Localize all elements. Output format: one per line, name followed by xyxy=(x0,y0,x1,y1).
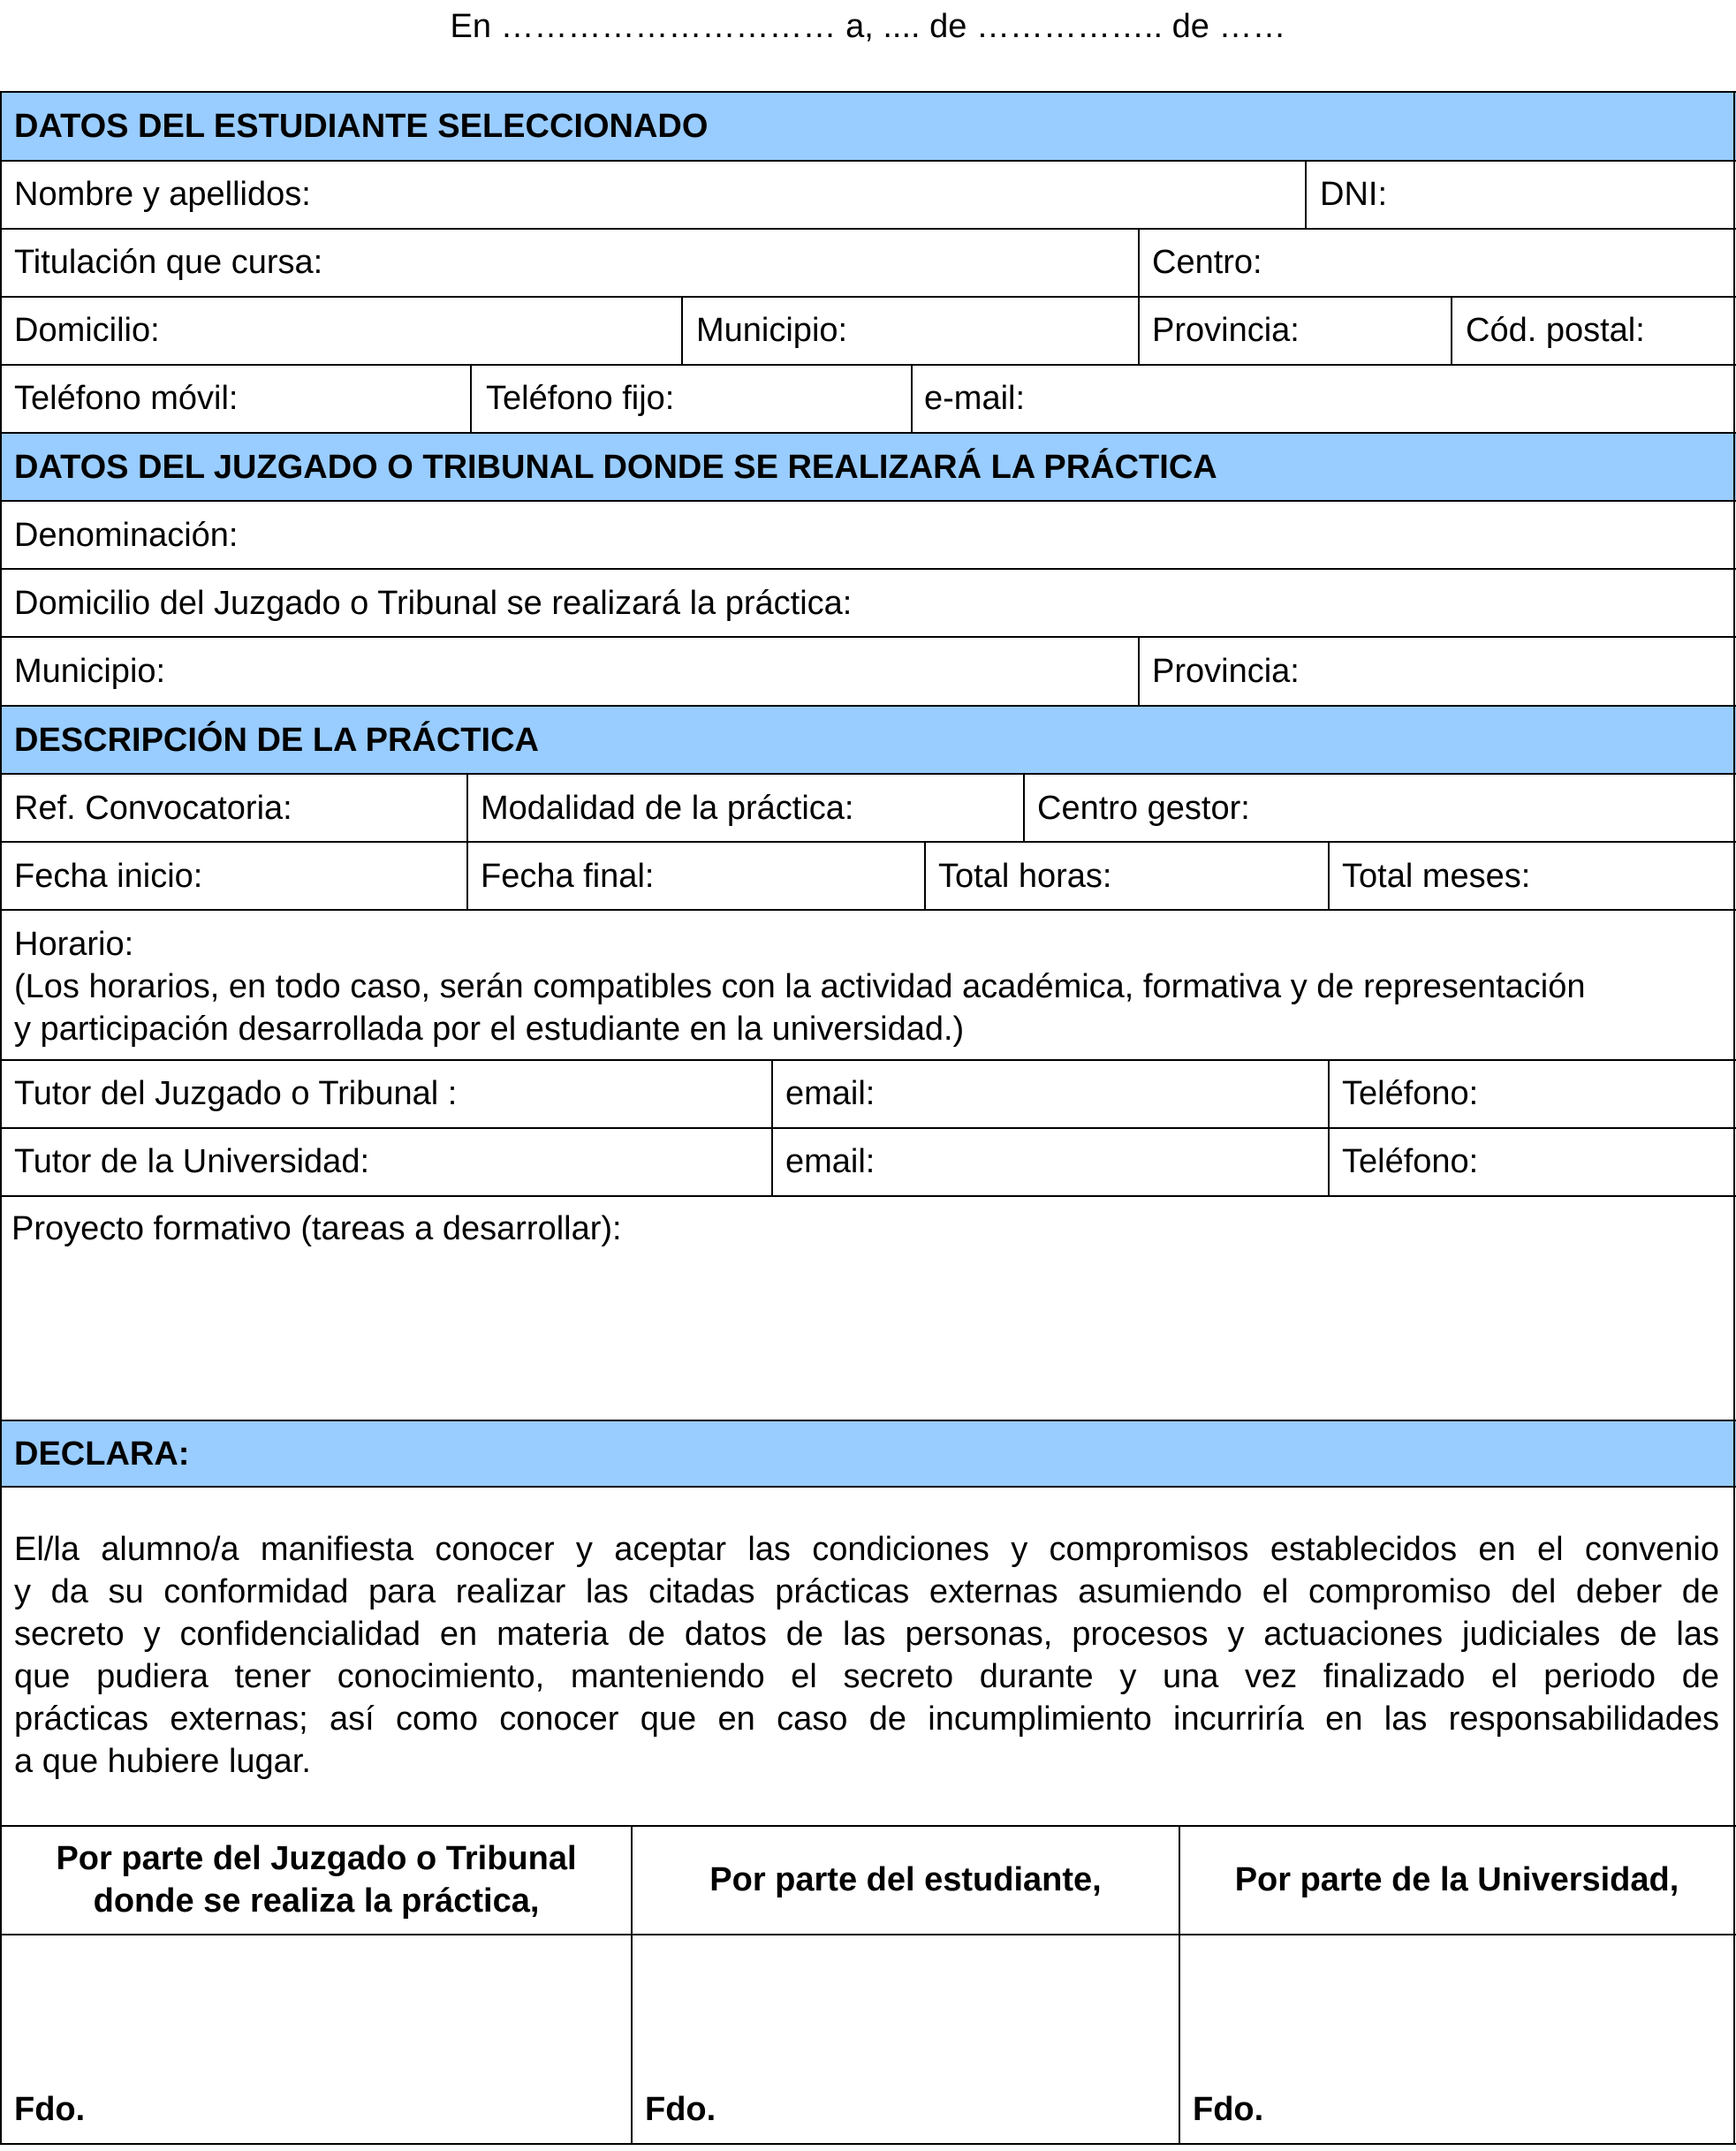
table-border-top xyxy=(0,91,1736,93)
section-header-declara-bg xyxy=(0,1420,1736,1488)
field-uni-tutor-phone-label: Teléfono: xyxy=(1342,1143,1479,1180)
cell-divider xyxy=(1023,773,1025,842)
row-divider xyxy=(0,228,1736,230)
field-ref-label: Ref. Convocatoria: xyxy=(14,790,292,827)
field-province-label: Provincia: xyxy=(1152,312,1300,349)
row-divider xyxy=(0,1059,1736,1061)
field-email-label: e-mail: xyxy=(924,380,1026,417)
field-schedule-label: Horario: xyxy=(14,926,134,963)
field-degree-label: Titulación que cursa: xyxy=(14,244,323,281)
row-divider xyxy=(0,364,1736,366)
field-postal-code-label: Cód. postal: xyxy=(1466,312,1645,349)
field-court-address-label: Domicilio del Juzgado o Tribunal se realizará la práctica: xyxy=(14,585,853,622)
cell-divider xyxy=(1138,636,1140,706)
table-border-bottom xyxy=(0,2143,1736,2145)
row-divider xyxy=(0,1420,1736,1421)
row-divider xyxy=(0,1825,1736,1827)
cell-divider xyxy=(681,296,683,365)
signature-student-fdo: Fdo. xyxy=(645,2091,716,2128)
declaration-line: El/la alumno/a manifiesta conocer y aceptar las condiciones y compromisos establecidos en el convenio xyxy=(14,1531,1719,1568)
field-uni-tutor-label: Tutor de la Universidad: xyxy=(14,1143,370,1180)
field-court-province-label: Provincia: xyxy=(1152,653,1300,690)
row-divider xyxy=(0,500,1736,502)
signature-student-heading: Por parte del estudiante, xyxy=(709,1861,1102,1898)
field-modality-label: Modalidad de la práctica: xyxy=(481,790,854,827)
signature-court-fdo: Fdo. xyxy=(14,2091,86,2128)
field-uni-tutor-email-label: email: xyxy=(785,1143,876,1180)
section-title-declara: DECLARA: xyxy=(14,1435,190,1473)
section-title-practice: DESCRIPCIÓN DE LA PRÁCTICA xyxy=(14,722,539,759)
cell-divider xyxy=(1305,160,1307,229)
declaration-line: secreto y confidencialidad en materia de datos de las personas, procesos y actuaciones judiciales de las xyxy=(14,1616,1719,1653)
signature-university-heading: Por parte de la Universidad, xyxy=(1234,1861,1679,1898)
row-divider xyxy=(0,841,1736,843)
field-court-municipality-label: Municipio: xyxy=(14,653,166,690)
field-court-tutor-email-label: email: xyxy=(785,1075,876,1112)
row-divider xyxy=(0,432,1736,434)
row-divider xyxy=(0,160,1736,162)
declaration-line: y da su conformidad para realizar las citadas prácticas externas asumiendo el compromiso del deber de xyxy=(14,1573,1719,1610)
field-court-tutor-label: Tutor del Juzgado o Tribunal : xyxy=(14,1075,458,1112)
declaration-line: prácticas externas; así como conocer que en caso de incumplimiento incurriría en las responsabilidades xyxy=(14,1700,1719,1738)
declaration-paragraph xyxy=(14,1528,1719,1783)
row-divider xyxy=(0,1127,1736,1129)
cell-divider xyxy=(466,841,468,910)
table-border-right xyxy=(1733,91,1735,2145)
row-divider xyxy=(0,1934,1736,1935)
cell-divider xyxy=(466,773,468,842)
schedule-note-line-2: y participación desarrollada por el estudiante en la universidad.) xyxy=(14,1011,965,1048)
field-start-date-label: Fecha inicio: xyxy=(14,858,203,895)
field-end-date-label: Fecha final: xyxy=(481,858,655,895)
field-total-hours-label: Total horas: xyxy=(938,858,1112,895)
section-title-court: DATOS DEL JUZGADO O TRIBUNAL DONDE SE REALIZARÁ LA PRÁCTICA xyxy=(14,449,1217,486)
row-divider xyxy=(0,296,1736,298)
cell-divider xyxy=(924,841,926,910)
field-denomination-label: Denominación: xyxy=(14,517,239,554)
row-divider xyxy=(0,705,1736,707)
cell-divider xyxy=(771,1059,773,1196)
row-divider xyxy=(0,773,1736,775)
field-mobile-label: Teléfono móvil: xyxy=(14,380,239,417)
row-divider xyxy=(0,1195,1736,1197)
field-landline-label: Teléfono fijo: xyxy=(486,380,675,417)
field-dni-label: DNI: xyxy=(1320,176,1387,213)
cell-divider xyxy=(470,364,472,433)
signature-university-fdo: Fdo. xyxy=(1193,2091,1264,2128)
signature-court-heading-line-1: Por parte del Juzgado o Tribunal xyxy=(56,1840,577,1877)
field-center-label: Centro: xyxy=(1152,244,1262,281)
declaration-line: a que hubiere lugar. xyxy=(14,1743,311,1780)
cell-divider xyxy=(1138,228,1140,297)
field-municipality-label: Municipio: xyxy=(696,312,848,349)
cell-divider xyxy=(1328,841,1330,910)
section-title-student: DATOS DEL ESTUDIANTE SELECCIONADO xyxy=(14,108,709,145)
field-total-months-label: Total meses: xyxy=(1342,858,1531,895)
field-center-manager-label: Centro gestor: xyxy=(1037,790,1250,827)
schedule-note-line-1: (Los horarios, en todo caso, serán compatibles con la actividad académica, formativa y de representación xyxy=(14,968,1586,1005)
cell-divider xyxy=(1138,296,1140,365)
field-project-label: Proyecto formativo (tareas a desarrollar): xyxy=(11,1210,622,1247)
row-divider xyxy=(0,636,1736,638)
field-court-tutor-phone-label: Teléfono: xyxy=(1342,1075,1479,1112)
row-divider xyxy=(0,568,1736,570)
cell-divider xyxy=(1451,296,1452,365)
row-divider xyxy=(0,1486,1736,1488)
signature-court-heading-line-2: donde se realiza la práctica, xyxy=(93,1882,540,1920)
field-address-label: Domicilio: xyxy=(14,312,160,349)
declaration-line: que pudiera tener conocimiento, manteniendo el secreto durante y una vez finalizado el periodo de xyxy=(14,1658,1719,1695)
place-date-line: En ………………………… a, .... de …………….. de …… xyxy=(450,8,1286,45)
row-divider xyxy=(0,909,1736,911)
cell-divider xyxy=(1328,1059,1330,1196)
field-name-label: Nombre y apellidos: xyxy=(14,176,311,213)
cell-divider xyxy=(911,364,913,433)
